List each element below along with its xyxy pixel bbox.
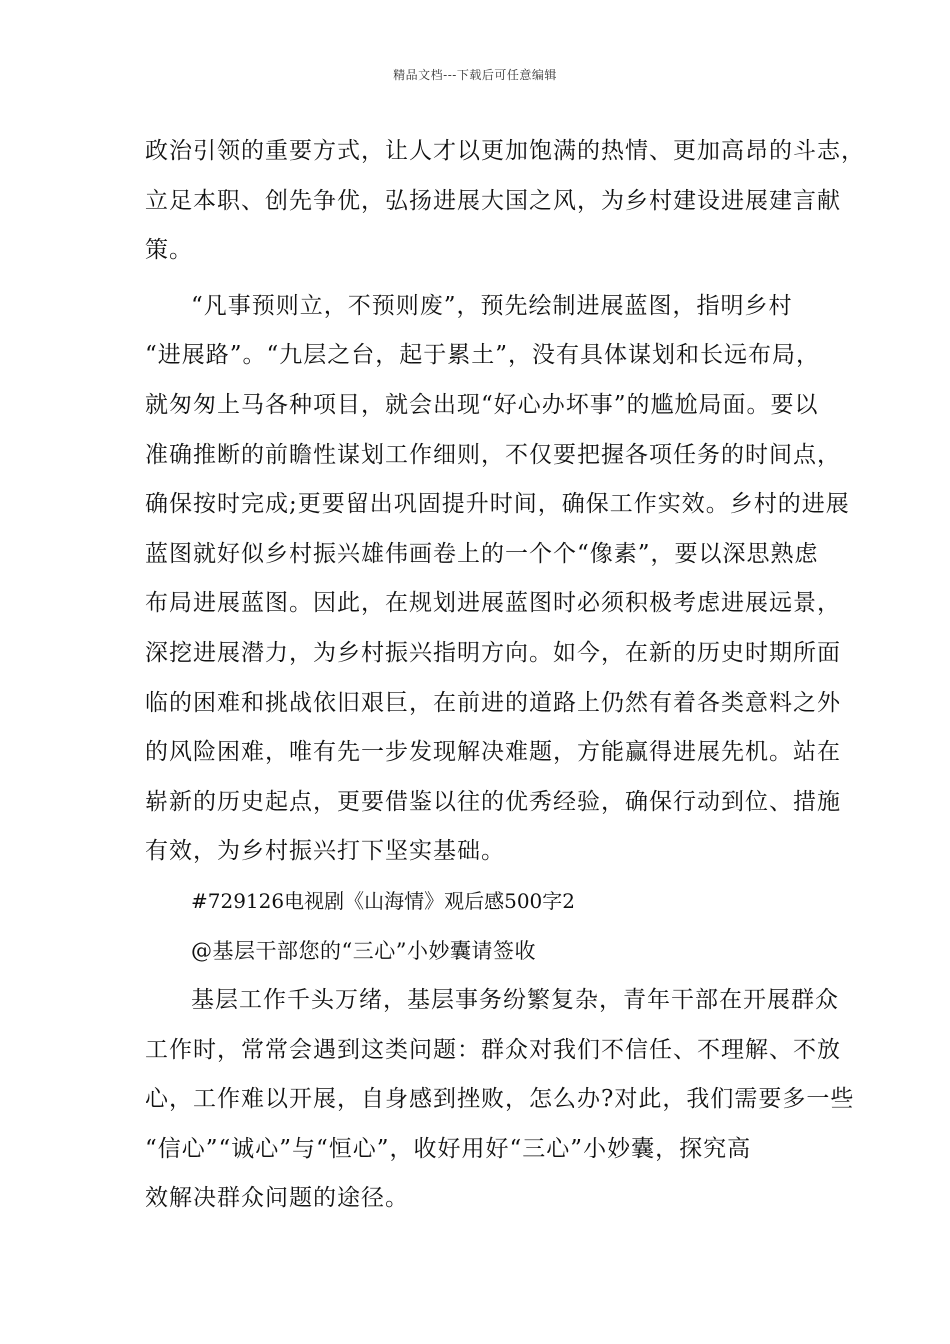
text-line: 策。	[145, 237, 193, 264]
text-line: 立足本职、创先争优，弘扬进展大国之风，为乡村建设进展建言献	[145, 187, 841, 214]
text-line: “进展路”。“九层之台，起于累土”，没有具体谋划和长远布局，	[145, 342, 821, 369]
text-line: 工作时，常常会遇到这类问题：群众对我们不信任、不理解、不放	[145, 1036, 841, 1063]
text-line: 基层工作千头万绪，基层事务纷繁复杂，青年干部在开展群众	[191, 987, 839, 1014]
paragraph-1	[145, 127, 865, 276]
document-body	[145, 127, 865, 1224]
text-line: 政治引领的重要方式，让人才以更加饱满的热情、更加高昂的斗志，	[145, 138, 865, 164]
paragraph-2	[145, 282, 850, 877]
text-line: “信心”“诚心”与“恒心”，收好用好“三心”小妙囊，探究高	[145, 1135, 752, 1162]
paragraph-5	[145, 976, 855, 1224]
text-line: 的风险困难，唯有先一步发现解决难题，方能赢得进展先机。站在	[145, 739, 841, 766]
text-line: 深挖进展潜力，为乡村振兴指明方向。如今，在新的历史时期所面	[145, 639, 841, 666]
text-line: 就匆匆上马各种项目，就会出现“好心办坏事”的尴尬局面。要以	[145, 391, 819, 418]
text-line: 布局进展蓝图。因此，在规划进展蓝图时必须积极考虑进展远景，	[145, 590, 841, 617]
page-header: 精品文档---下载后可任意编辑	[393, 68, 557, 82]
text-line: 确保按时完成;更要留出巩固提升时间，确保工作实效。乡村的进展	[145, 491, 850, 518]
article-title	[145, 877, 810, 927]
text-line: 蓝图就好似乡村振兴雄伟画卷上的一个个“像素”，要以深思熟虑	[145, 540, 819, 567]
text-line: 临的困难和挑战依旧艰巨，在前进的道路上仍然有着各类意料之外	[145, 689, 841, 716]
text-line: 效解决群众问题的途径。	[145, 1185, 409, 1212]
text-line: @基层干部您的“三心”小妙囊请签收	[191, 938, 536, 963]
text-line: 心，工作难以开展，自身感到挫败，怎么办?对此，我们需要多一些	[145, 1086, 855, 1113]
article-subtitle	[145, 927, 810, 977]
text-line: #729126电视剧《山海情》观后感500字2	[191, 888, 576, 913]
text-line: 准确推断的前瞻性谋划工作细则，不仅要把握各项任务的时间点，	[145, 441, 841, 468]
text-line: “凡事预则立，不预则废”，预先绘制进展蓝图，指明乡村	[191, 292, 793, 319]
text-line: 有效，为乡村振兴打下坚实基础。	[145, 838, 505, 865]
text-line: 崭新的历史起点，更要借鉴以往的优秀经验，确保行动到位、措施	[145, 788, 841, 815]
